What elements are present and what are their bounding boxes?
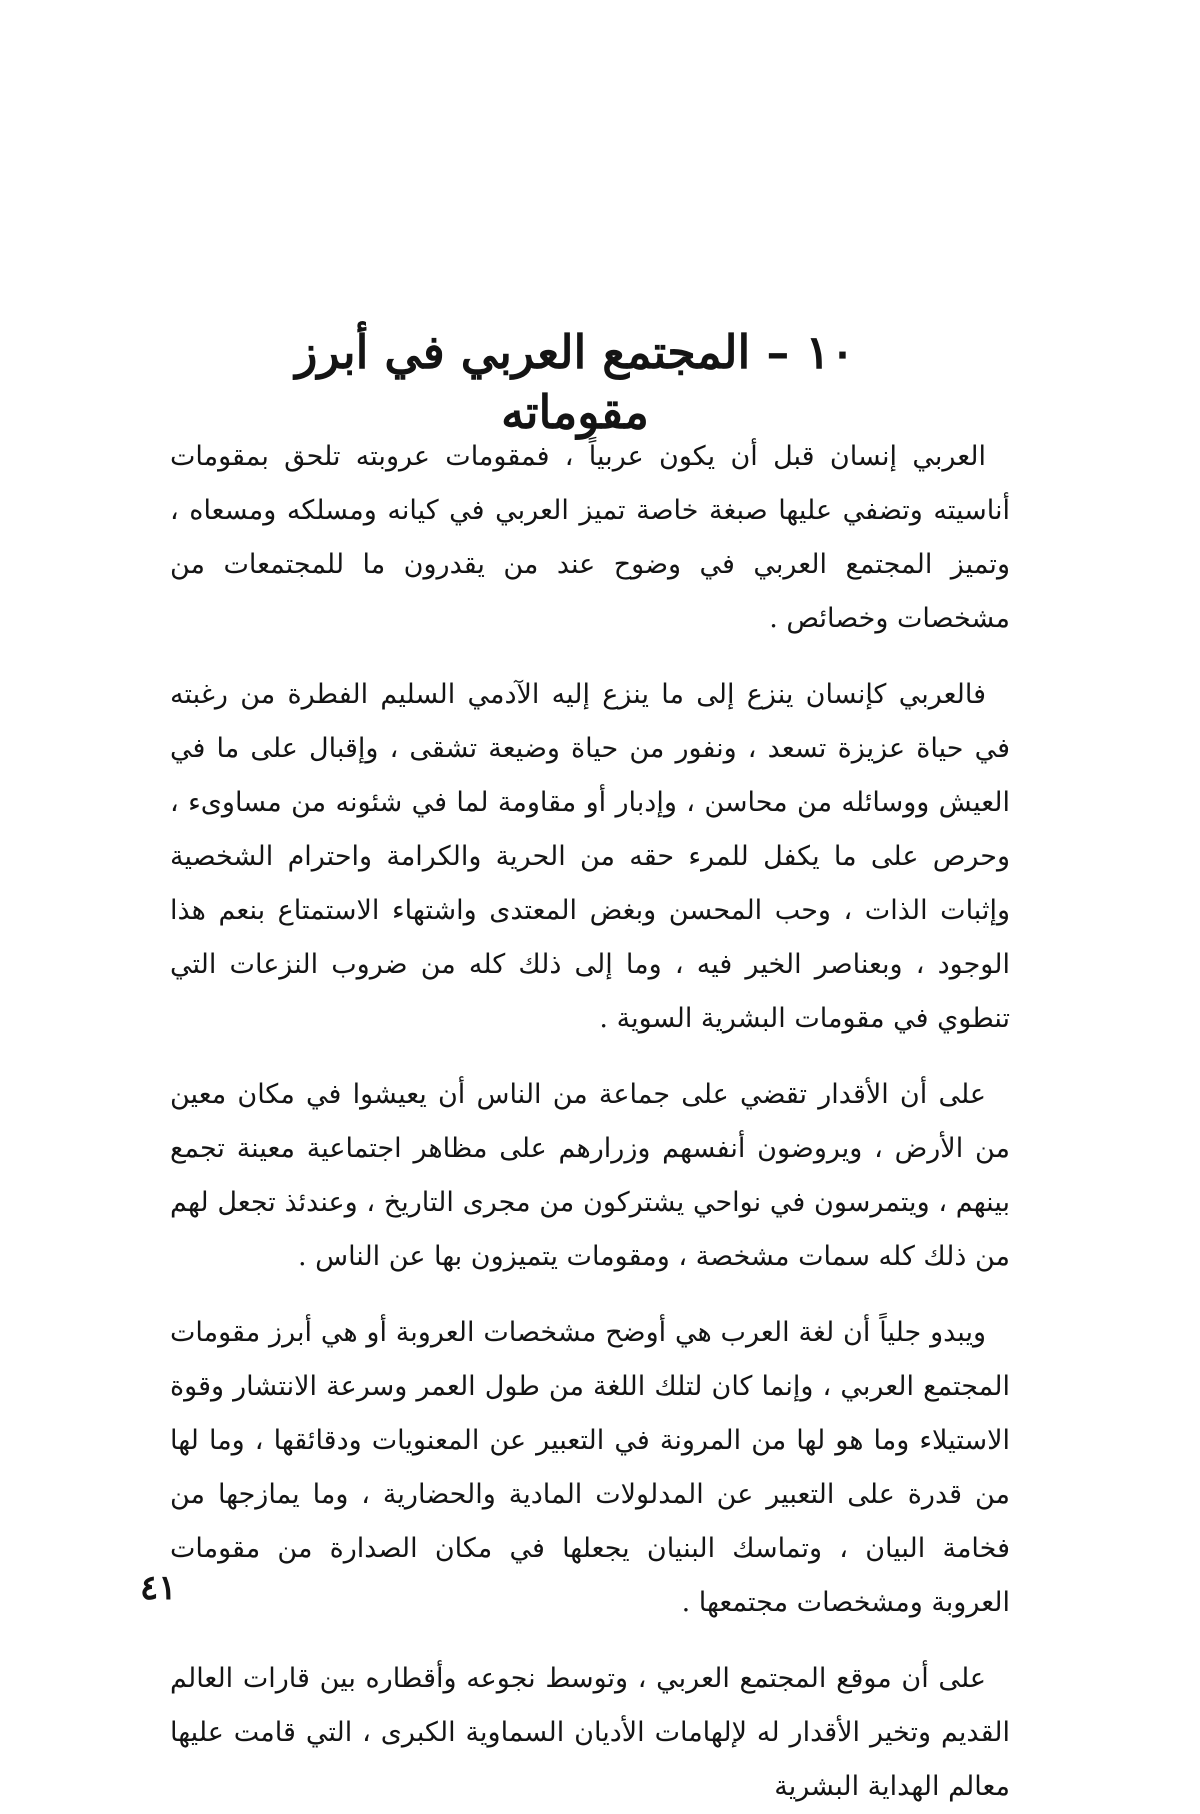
chapter-body [170, 430, 1010, 1814]
paragraph-1: العربي إنسان قبل أن يكون عربياً ، فمقومات عروبته تلحق بمقومات أناسيته وتضفي عليها صبغة خاصة تميز العربي في كيانه ومسلكه ومسعاه ، وتميز المجتمع العربي في وضوح عند من يقدرون ما للمجتمعات من مشخصات وخصائص . [170, 441, 1010, 634]
paragraph-2: فالعربي كإنسان ينزع إلى ما ينزع إليه الآدمي السليم الفطرة من رغبته في حياة عزيزة تسعد ، ونفور من حياة وضيعة تشقى ، وإقبال على ما في العيش ووسائله من محاسن ، وإدبار أو مقاومة لما في شئونه من مساوىء ، وحرص على ما يكفل للمرء حقه من الحرية والكرامة واحترام الشخصية وإثبات الذات ، وحب المحسن وبغض المعتدى واشتهاء الاستمتاع بنعم هذا الوجود ، وبعناصر الخير فيه ، وما إلى ذلك كله من ضروب النزعات التي تنطوي في مقومات البشرية السوية . [170, 679, 1010, 1034]
page-number: ٤١ [140, 1568, 177, 1608]
paragraph-5: على أن موقع المجتمع العربي ، وتوسط نجوعه وأقطاره بين قارات العالم القديم وتخير الأقدار له لإلهامات الأديان السماوية الكبرى ، التي قامت عليها معالم الهداية البشرية [170, 1663, 1010, 1802]
paragraph-3: على أن الأقدار تقضي على جماعة من الناس أن يعيشوا في مكان معين من الأرض ، ويروضون أنفسهم وزرارهم على مظاهر اجتماعية معينة تجمع بينهم ، ويتمرسون في نواحي يشتركون من مجرى التاريخ ، وعندئذ تجعل لهم من ذلك كله سمات مشخصة ، ومقومات يتميزون بها عن الناس . [170, 1079, 1010, 1272]
chapter-title: ١٠ – المجتمع العربي في أبرز مقوماته [295, 325, 855, 439]
paragraph-4: ويبدو جلياً أن لغة العرب هي أوضح مشخصات العروبة أو هي أبرز مقومات المجتمع العربي ، وإنما كان لتلك اللغة من طول العمر وسرعة الانتشار وقوة الاستيلاء وما هو لها من المرونة في التعبير عن المعنويات ودقائقها ، وما لها من قدرة على التعبير عن المدلولات المادية والحضارية ، وما يمازجها من فخامة البيان ، وتماسك البنيان يجعلها في مكان الصدارة من مقومات العروبة ومشخصات مجتمعها . [170, 1317, 1010, 1618]
